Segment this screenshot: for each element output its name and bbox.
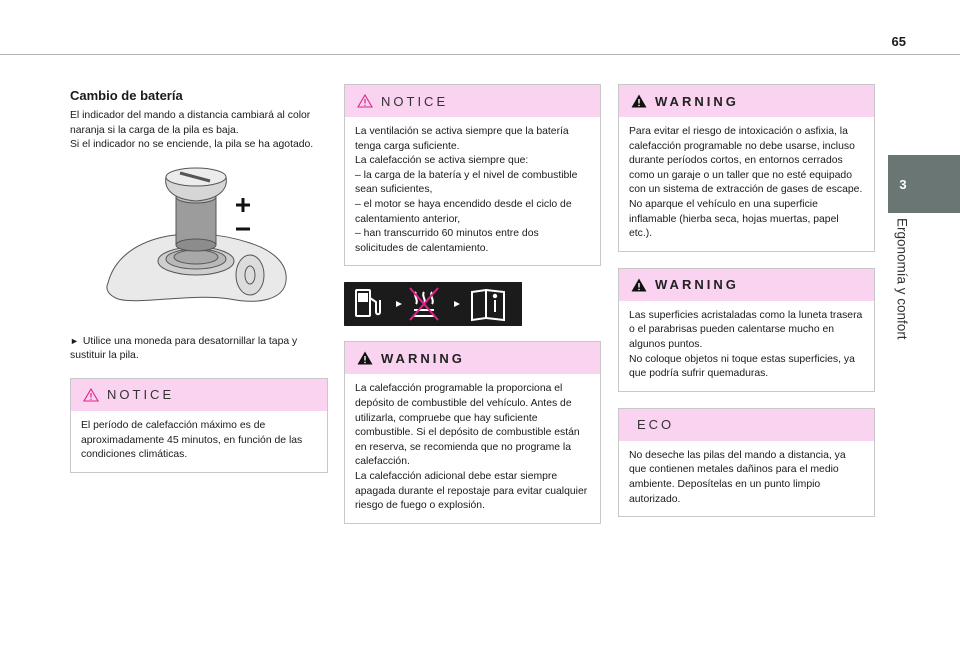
notice-box-2-line-1: La ventilación se activa siempre que la batería tenga carga suficiente. [355,126,569,152]
battery-section-title: Cambio de batería [70,88,183,103]
warning-box-2-body [619,117,874,251]
battery-replacement-illustration [100,165,300,315]
play-arrow-icon: ► [70,335,79,346]
page-number: 65 [891,34,906,49]
warning-box-1-title: WARNING [381,350,465,366]
warning-box-2-line-1: Para evitar el riesgo de intoxicación o asfixia, la calefacción programable no debe usarse, incluso durante períodos cortos, en entornos cerrados como un garaje o un taller que no esté equipado con un sistema de extracción de gases de escape. [629,126,863,196]
warning-box-3-line-1: Las superficies acristaladas como la luneta trasera o el parabrisas pueden calentarse mucho en algunos puntos. [629,309,863,350]
battery-instruction [70,334,328,364]
eco-box-title: ECO [637,417,675,433]
fuel-heater-manual-icon-strip [344,282,522,326]
eco-box-body [619,441,874,516]
caution-triangle-icon [357,94,373,108]
warning-box-3-line-2: No coloque objetos ni toque estas superficies, ya que podría sufrir quemaduras. [629,353,855,380]
warning-box-1-line-1: La calefacción programable la proporciona el depósito de combustible del vehículo. Antes de utilizarla, compruebe que hay suficiente combustible. Si el depósito de combustible están en reserva, se recomienda que no programe la calefacción. [355,383,580,468]
warning-box-3-body [619,301,874,391]
notice-box-2-line-4: – el motor se haya encendido desde el ciclo de calentamiento anterior, [355,198,572,225]
warning-box-2-title: WARNING [655,93,739,109]
column-left [70,88,328,473]
notice-box-2 [344,84,601,266]
notice-box-1-text: El período de calefacción máximo es de aproximadamente 45 minutos, en función de las condiciones climáticas. [81,419,303,461]
notice-box-2-line-5: – han transcurrido 60 minutos entre dos solicitudes de calentamiento. [355,228,539,254]
caution-triangle-icon [83,388,99,402]
notice-box-1 [70,378,328,473]
warning-box-2-line-2: No aparque el vehículo en una superficie inflamable (hierba seca, hojas muertas, papel etc.). [629,198,839,240]
warning-box-2 [618,84,875,252]
column-middle [344,84,601,524]
warning-box-1 [344,341,601,523]
notice-box-2-body [345,117,600,265]
chapter-tab[interactable] [888,155,960,213]
notice-box-2-line-3: – la carga de la batería y el nivel de combustible sean suficientes, [355,169,578,196]
warning-triangle-icon [357,351,373,365]
notice-box-1-header [71,379,327,411]
warning-box-3 [618,268,875,392]
battery-intro-2: Si el indicador no se enciende, la pila se ha agotado. [70,139,314,151]
battery-instruction-text: Utilice una moneda para desatornillar la tapa y sustituir la pila. [70,335,298,362]
warning-box-3-header [619,269,874,301]
notice-box-1-title: NOTICE [107,387,175,403]
notice-box-2-line-2: La calefacción se activa siempre que: [355,155,529,167]
header-divider [0,54,960,55]
notice-box-2-header [345,85,600,117]
battery-intro-1: El indicador del mando a distancia cambiará al color naranja si la carga de la pila es baja. [70,110,311,136]
warning-triangle-icon [631,94,647,108]
notice-box-1-body [71,411,327,472]
warning-triangle-icon [631,278,647,292]
chapter-label-container [893,218,911,358]
warning-box-3-title: WARNING [655,277,739,293]
warning-box-1-header [345,342,600,374]
warning-box-2-header [619,85,874,117]
warning-box-1-body [345,374,600,522]
warning-box-1-line-2: La calefacción adicional debe estar siempre apagada durante el repostaje para evitar cualquier riesgo de fuego o explosión. [355,470,588,512]
chapter-label: Ergonomía y confort [894,218,910,340]
eco-box [618,408,875,517]
chapter-number: 3 [899,177,907,192]
column-right [618,84,875,517]
notice-box-2-title: NOTICE [381,93,449,109]
eco-box-text: No deseche las pilas del mando a distancia, ya que contienen metales dañinos para el medio ambiente. Deposítelas en un punto limpio autorizado. [629,449,846,505]
eco-box-header [619,409,874,441]
